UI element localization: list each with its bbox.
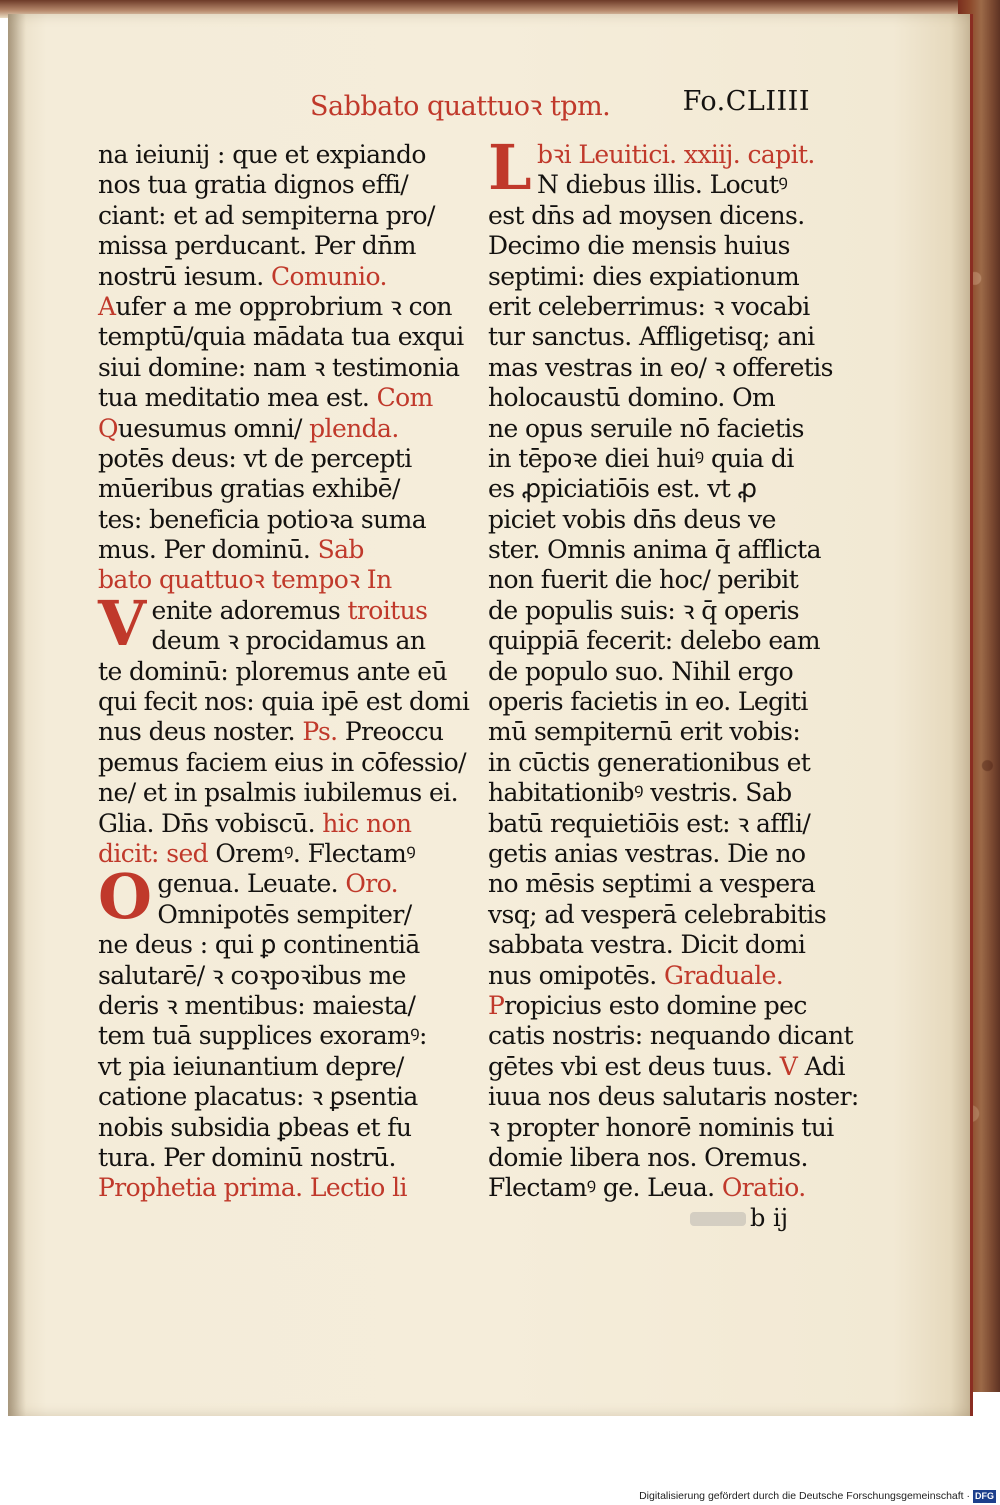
- text-line: vsq; ad vesperā celebrabitis: [488, 899, 827, 929]
- text-segment: mus. Per dominū.: [98, 535, 311, 565]
- text-line: mūeribus gratias exhibē/: [98, 474, 400, 504]
- text-segment: ufer a me opprobrium ꝛ con: [115, 291, 452, 321]
- rubric-line: bato quattuoꝛ tempoꝛ In: [98, 565, 392, 595]
- text-segment: Oremꝰ. Flectamꝰ: [215, 838, 416, 868]
- text-line: catis nostris: nequando dicant: [488, 1021, 853, 1051]
- text-segment: Glia. Dn̄s vobiscū.: [98, 808, 315, 838]
- text-line: nos tua gratia dignos effi/: [98, 170, 409, 200]
- text-segment: nus omipotēs.: [488, 960, 657, 990]
- text-line: in tēpoꝛe diei huiꝰ quia di: [488, 443, 794, 473]
- text-line: tes: beneficia potioꝛa suma: [98, 504, 427, 534]
- text-line: missa perducant. Per dn̄m: [98, 231, 416, 261]
- text-segment: nostrū iesum.: [98, 261, 264, 291]
- funding-credit: Digitalisierung gefördert durch die Deutsche Forschungsgemeinschaft ·: [639, 1490, 970, 1502]
- text-line: ne/ et in psalmis iubilemus ei.: [98, 778, 458, 808]
- text-line: Omnipotēs sempiter/: [157, 899, 412, 929]
- text-line: deum ꝛ procidamus an: [151, 626, 426, 656]
- text-line: non fuerit die hoc/ peribit: [488, 565, 799, 595]
- folio-number: Fo.CLIIII: [682, 86, 810, 117]
- text-line: de populo suo. Nihil ergo: [488, 656, 794, 686]
- text-line: [488, 1173, 828, 1203]
- rubric-sabbato: Sab: [317, 535, 364, 565]
- text-line: erit celeberrimus: ꝛ vocabi: [488, 291, 810, 321]
- text-segment: Preoccu: [344, 717, 444, 747]
- text-line: getis anias vestras. Die no: [488, 838, 806, 868]
- rubric-lesson-source: bꝛi Leuitici. xxiij. capit.: [537, 140, 815, 169]
- initial-letter: Q: [98, 413, 118, 443]
- left-text-column: [98, 140, 470, 1204]
- rubric-psalm: Ps.: [302, 717, 338, 747]
- footer-bar: [0, 1488, 1000, 1505]
- text-line: [98, 291, 452, 322]
- rubric-graduale: Graduale.: [663, 960, 784, 990]
- signature-mark: b ij: [750, 1204, 789, 1232]
- rubric-oratio: Oratio.: [721, 1173, 806, 1203]
- gutter-shadow: [8, 14, 26, 1416]
- text-line: [98, 383, 440, 413]
- text-line: temptū/quia mādata tua exqui: [98, 322, 464, 352]
- dfg-logo: DFG: [975, 1491, 994, 1501]
- text-line: na ieiunij : que et expiando: [98, 140, 426, 169]
- library-stamp: [690, 1212, 746, 1226]
- text-line: siui domine: nam ꝛ testimonia: [98, 352, 460, 382]
- text-line: nobis subsidia ꝑbeas et fu: [98, 1112, 412, 1142]
- text-line: catione placatus: ꝛ ꝑsentia: [98, 1082, 418, 1112]
- text-segment: tua meditatio mea est.: [98, 383, 370, 413]
- rubric-introitus: troitus: [347, 595, 428, 625]
- rubric-communio: Comunio.: [270, 261, 387, 291]
- running-head-title: Sabbato quattuoꝛ tpm.: [310, 91, 611, 122]
- text-segment: ropicius esto domine pec: [504, 990, 807, 1020]
- text-line: [488, 1051, 845, 1082]
- text-line: [98, 414, 440, 444]
- text-line: potēs deus: vt de percepti: [98, 443, 412, 473]
- text-line: vt pia ieiunantium depre/: [98, 1051, 404, 1081]
- text-line: [488, 961, 828, 991]
- rubric-plenda: plenda.: [309, 413, 399, 443]
- text-line: quippiā fecerit: delebo eam: [488, 626, 820, 656]
- text-line: te dominū: ploremus ante eū: [98, 656, 447, 686]
- text-line: [488, 991, 828, 1021]
- text-line: tem tuā supplices exoramꝰ:: [98, 1021, 427, 1051]
- text-segment: Flectamꝰ ge. Leua.: [488, 1173, 715, 1203]
- text-line: est dn̄s ad moysen dicens.: [488, 200, 805, 230]
- text-line: pemus faciem eius in cōfessio/: [98, 747, 466, 777]
- text-line: deris ꝛ mentibus: maiesta/: [98, 990, 416, 1020]
- text-line: [98, 535, 440, 565]
- text-line: [98, 839, 440, 869]
- text-line: [98, 717, 444, 747]
- text-segment: enite adoremus: [151, 595, 341, 625]
- text-line: es ꝓpiciatiōis est. vt ꝓ: [488, 474, 757, 504]
- text-line: ne opus seruile nō facietis: [488, 413, 804, 443]
- text-line: tur sanctus. Affligetisq; ani: [488, 322, 815, 352]
- text-line: tura. Per dominū nostrū.: [98, 1142, 396, 1172]
- text-line: sabbata vestra. Dicit domi: [488, 930, 806, 960]
- text-line: iuua nos deus salutaris noster:: [488, 1082, 859, 1112]
- text-line: domie libera nos. Oremus.: [488, 1142, 808, 1172]
- text-segment: nus deus noster.: [98, 717, 296, 747]
- text-line: salutarē/ ꝛ coꝛpoꝛibus me: [98, 960, 406, 990]
- running-head: [310, 86, 820, 126]
- rubric-dicit-sed: dicit: sed: [98, 838, 209, 868]
- text-line: ster. Omnis anima q̄ afflicta: [488, 535, 821, 565]
- text-line: no mēsis septimi a vespera: [488, 869, 816, 899]
- text-line: [98, 809, 440, 839]
- decorated-initial-o: O: [98, 860, 152, 934]
- text-line: ne deus : qui ꝑ continentiā: [98, 930, 420, 960]
- text-line: ciant: et ad sempiterna pro/: [98, 200, 435, 230]
- text-line: in cūctis generationibus et: [488, 747, 811, 777]
- rubric-oro: Oro.: [345, 869, 398, 899]
- text-line: mas vestras in eo/ ꝛ offeretis: [488, 352, 833, 382]
- text-line: mū sempiternū erit vobis:: [488, 717, 801, 747]
- rubric-line: Prophetia prima. Lectio li: [98, 1173, 407, 1203]
- initial-letter: P: [488, 990, 505, 1020]
- rubric-com: Com: [376, 383, 433, 413]
- text-line: [98, 262, 440, 292]
- text-line: batū requietiōis est: ꝛ affli/: [488, 808, 811, 838]
- initial-letter: A: [98, 291, 116, 321]
- text-line: operis facietis in eo. Legiti: [488, 687, 808, 717]
- right-text-column: [488, 131, 859, 1204]
- text-line: Decimo die mensis huius: [488, 231, 790, 261]
- text-segment: uesumus omni/: [117, 413, 302, 443]
- text-segment: Adi: [804, 1051, 845, 1081]
- text-line: de populis suis: ꝛ q̄ operis: [488, 595, 799, 625]
- text-segment: gētes vbi est deus tuus.: [488, 1051, 773, 1081]
- text-line: holocaustū domino. Om: [488, 383, 776, 413]
- text-line: qui fecit nos: quia ipē est domi: [98, 687, 470, 717]
- text-line: piciet vobis dn̄s deus ve: [488, 504, 776, 534]
- text-line: ꝛ propter honorē nominis tui: [488, 1112, 834, 1142]
- decorated-initial-l: L: [488, 131, 531, 204]
- rubric-hic-non: hic non: [322, 808, 412, 838]
- rubric-versicle-mark: V: [779, 1051, 798, 1081]
- decorated-initial-v: V: [98, 586, 146, 660]
- text-segment: genua. Leuate.: [157, 869, 339, 899]
- text-line: N diebus illis. Locutꝰ: [537, 170, 788, 200]
- text-line: habitationibꝰ vestris. Sab: [488, 778, 792, 808]
- text-line: septimi: dies expiationum: [488, 261, 800, 291]
